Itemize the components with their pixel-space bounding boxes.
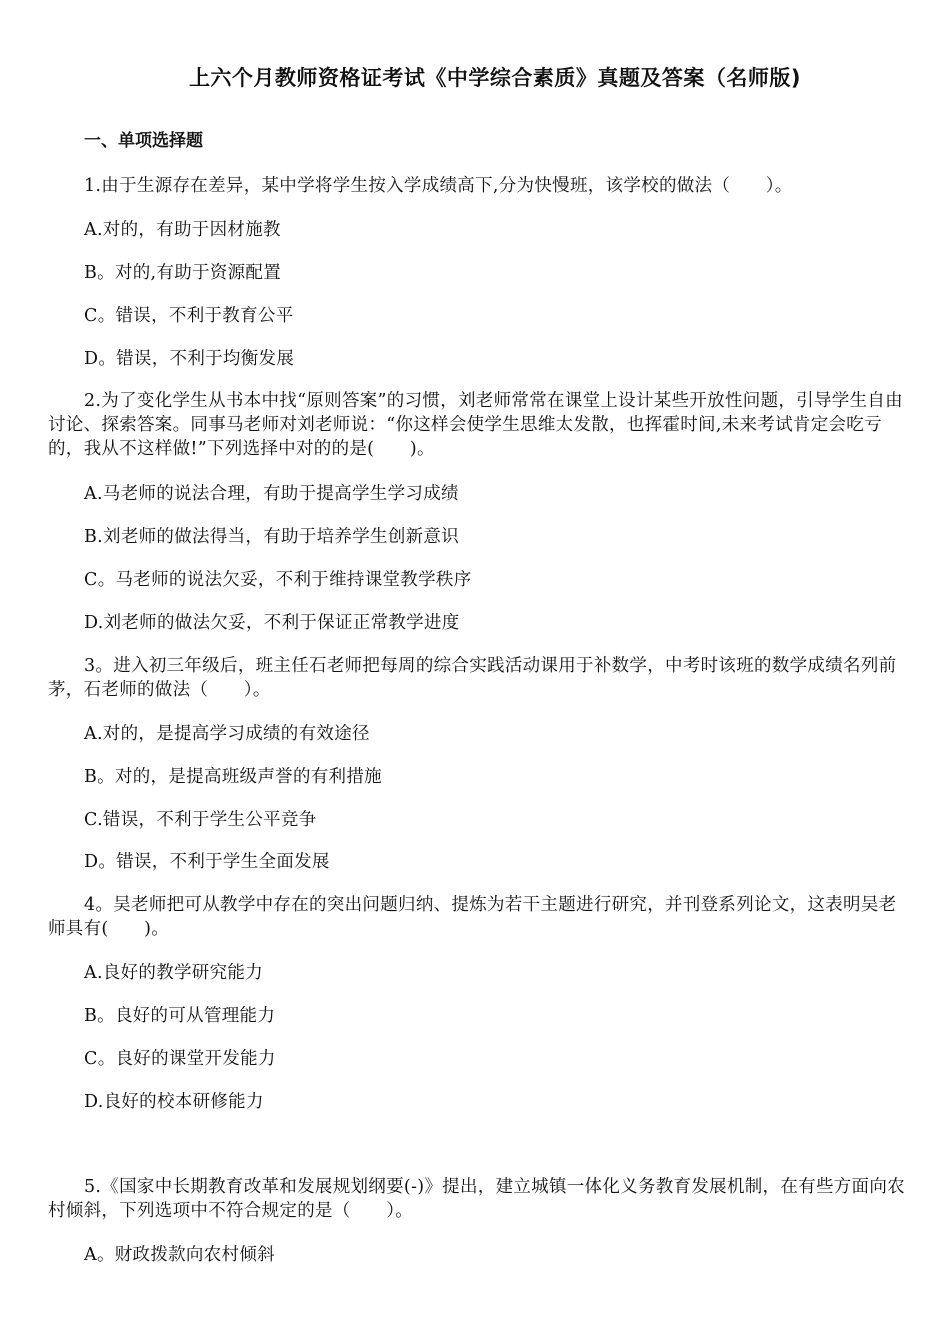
question-1-option-a: A.对的，有助于因材施教 <box>84 220 281 240</box>
question-4-option-a: A.良好的教学研究能力 <box>84 963 263 983</box>
question-3-option-d: D。错误，不利于学生全面发展 <box>84 852 330 872</box>
question-2-option-a: A.马老师的说法合理，有助于提高学生学习成绩 <box>84 484 459 504</box>
question-5-stem: 5.《国家中长期教育改革和发展规划纲要(-)》提出，建立城镇一体化义务教育发展机制，在有些方面向农村倾斜，下列选项中不符合规定的是（ ）。 <box>48 1177 905 1221</box>
question-2-stem: 2.为了变化学生从书本中找“原则答案”的习惯，刘老师常常在课堂上设计某些开放性问题，引导学生自由讨论、探索答案。同事马老师对刘老师说：“你这样会使学生思维太发散，也挥霍时间,未来考试肯定会吃亏的，我从不这样做!”下列选择中对的的是( )。 <box>48 391 903 459</box>
question-3-option-c: C.错误，不利于学生公平竞争 <box>84 810 317 830</box>
question-4-option-b: B。良好的可从管理能力 <box>84 1006 276 1026</box>
section-heading: 一、单项选择题 <box>84 131 203 151</box>
question-2-option-c: C。马老师的说法欠妥，不利于维持课堂教学秩序 <box>84 570 472 590</box>
question-4-option-c: C。良好的课堂开发能力 <box>84 1049 276 1069</box>
question-1-option-b: B。对的,有助于资源配置 <box>84 263 282 283</box>
question-1-stem: 1.由于生源存在差异，某中学将学生按入学成绩高下,分为快慢班，该学校的做法（ ）。 <box>84 176 793 196</box>
question-4-stem: 4。吴老师把可从教学中存在的突出问题归纳、提炼为若干主题进行研究，并刊登系列论文，这表明吴老师具有( )。 <box>48 895 897 939</box>
question-4-option-d: D.良好的校本研修能力 <box>84 1092 264 1112</box>
question-5-option-a: A。财政拨款向农村倾斜 <box>84 1245 275 1265</box>
question-2-option-b: B.刘老师的做法得当，有助于培养学生创新意识 <box>84 527 460 547</box>
question-1-option-d: D。错误，不利于均衡发展 <box>84 349 295 369</box>
question-3-option-a: A.对的，是提高学习成绩的有效途径 <box>84 724 370 744</box>
question-3-stem: 3。进入初三年级后，班主任石老师把每周的综合实践活动课用于补数学，中考时该班的数学成绩名列前茅，石老师的做法（ ）。 <box>48 656 897 700</box>
question-2-option-d: D.刘老师的做法欠妥，不利于保证正常教学进度 <box>84 613 460 633</box>
document-title: 上六个月教师资格证考试《中学综合素质》真题及答案（名师版) <box>188 66 802 90</box>
question-1-option-c: C。错误，不利于教育公平 <box>84 306 294 326</box>
question-3-option-b: B。对的，是提高班级声誉的有利措施 <box>84 767 382 787</box>
